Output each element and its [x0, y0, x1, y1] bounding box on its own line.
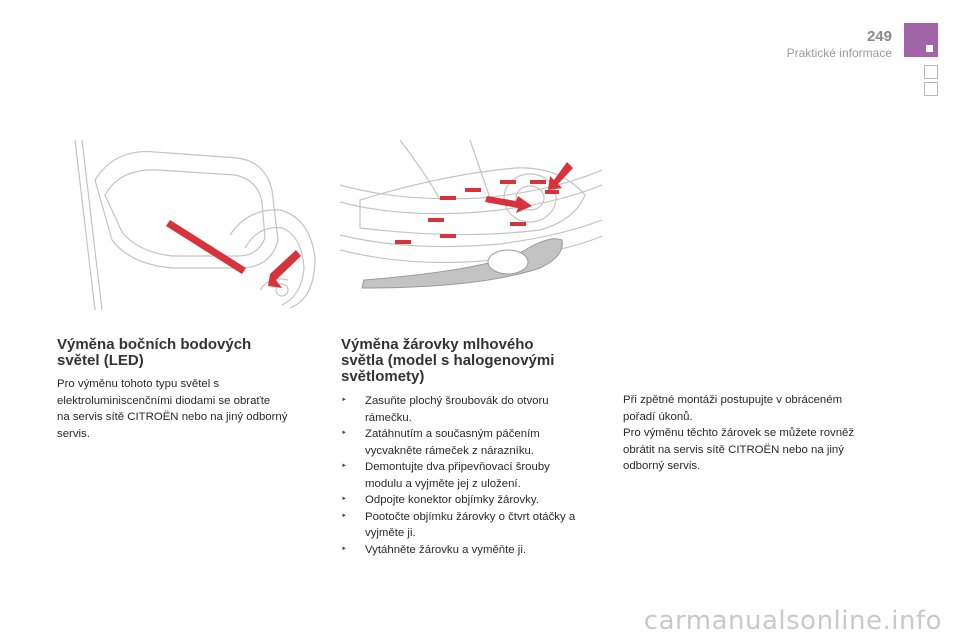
bullet-icon: ‣: [341, 494, 347, 505]
watermark: carmanualsonline.info: [643, 606, 942, 636]
list-item: [341, 393, 603, 426]
chapter-tab[interactable]: [924, 82, 938, 96]
bullet-icon: ‣: [341, 461, 347, 472]
heading-line: světla (model s halogenovými: [341, 352, 555, 369]
text-line: Pro výměnu těchto žárovek se můžete rovněž: [623, 427, 855, 439]
heading-fog: [341, 337, 554, 385]
text-line: vyjměte ji.: [365, 527, 416, 539]
paragraph-led: [57, 376, 307, 442]
text-line: Při zpětné montáži postupujte v obráceném: [623, 394, 843, 406]
heading-line: Výměna bočních bodových: [57, 336, 252, 353]
list-item: [341, 542, 603, 559]
list-item: [341, 459, 603, 492]
heading-led: [57, 337, 251, 369]
bullet-icon: ‣: [341, 428, 347, 439]
text-line: Odpojte konektor objímky žárovky.: [365, 494, 539, 506]
steps-list: [341, 393, 603, 558]
text-line: obrátit na servis sítě CITROËN nebo na jiný: [623, 443, 844, 456]
text-line: odborný servis.: [623, 460, 701, 472]
page-number: 249: [866, 28, 892, 45]
text-line: Vytáhněte žárovku a vyměňte ji.: [365, 543, 527, 556]
bullet-icon: ‣: [341, 510, 347, 522]
paragraph-reassembly: [623, 392, 893, 475]
text-line: vycvakněte rámeček z nárazníku.: [365, 444, 535, 457]
heading-line: světel (LED): [57, 352, 144, 369]
fog-light-bezel-illustration: [340, 140, 602, 300]
text-line: Demontujte dva připevňovací šrouby: [365, 461, 550, 473]
list-item: [341, 426, 603, 459]
text-line: servis.: [57, 427, 90, 440]
text-line: pořadí úkonů.: [623, 410, 693, 423]
chapter-title: Praktické informace: [786, 46, 892, 60]
heading-line: Výměna žárovky mlhového: [341, 336, 534, 353]
list-item: [341, 509, 603, 542]
bullet-icon: ‣: [341, 395, 347, 406]
tab-marker-icon: [926, 45, 933, 52]
text-line: rámečku.: [365, 411, 412, 424]
bullet-icon: ‣: [341, 543, 347, 555]
list-item: [341, 492, 603, 509]
text-line: modulu a vyjměte jej z uložení.: [365, 477, 521, 490]
text-line: Zasuňte plochý šroubovák do otvoru: [365, 395, 549, 407]
text-line: elektroluminiscenčními diodami se obraťte: [57, 394, 271, 407]
text-line: Pootočte objímku žárovky o čtvrt otáčky a: [365, 510, 576, 523]
heading-line: světlomety): [341, 368, 425, 385]
text-line: Pro výměnu tohoto typu světel s: [57, 378, 220, 390]
chapter-tab[interactable]: [924, 65, 938, 79]
chapter-tab-active[interactable]: [904, 23, 938, 57]
mirror-led-illustration: [60, 140, 322, 310]
text-line: na servis sítě CITROËN nebo na jiný odborný: [57, 411, 288, 423]
text-line: Zatáhnutím a současným páčením: [365, 428, 540, 440]
